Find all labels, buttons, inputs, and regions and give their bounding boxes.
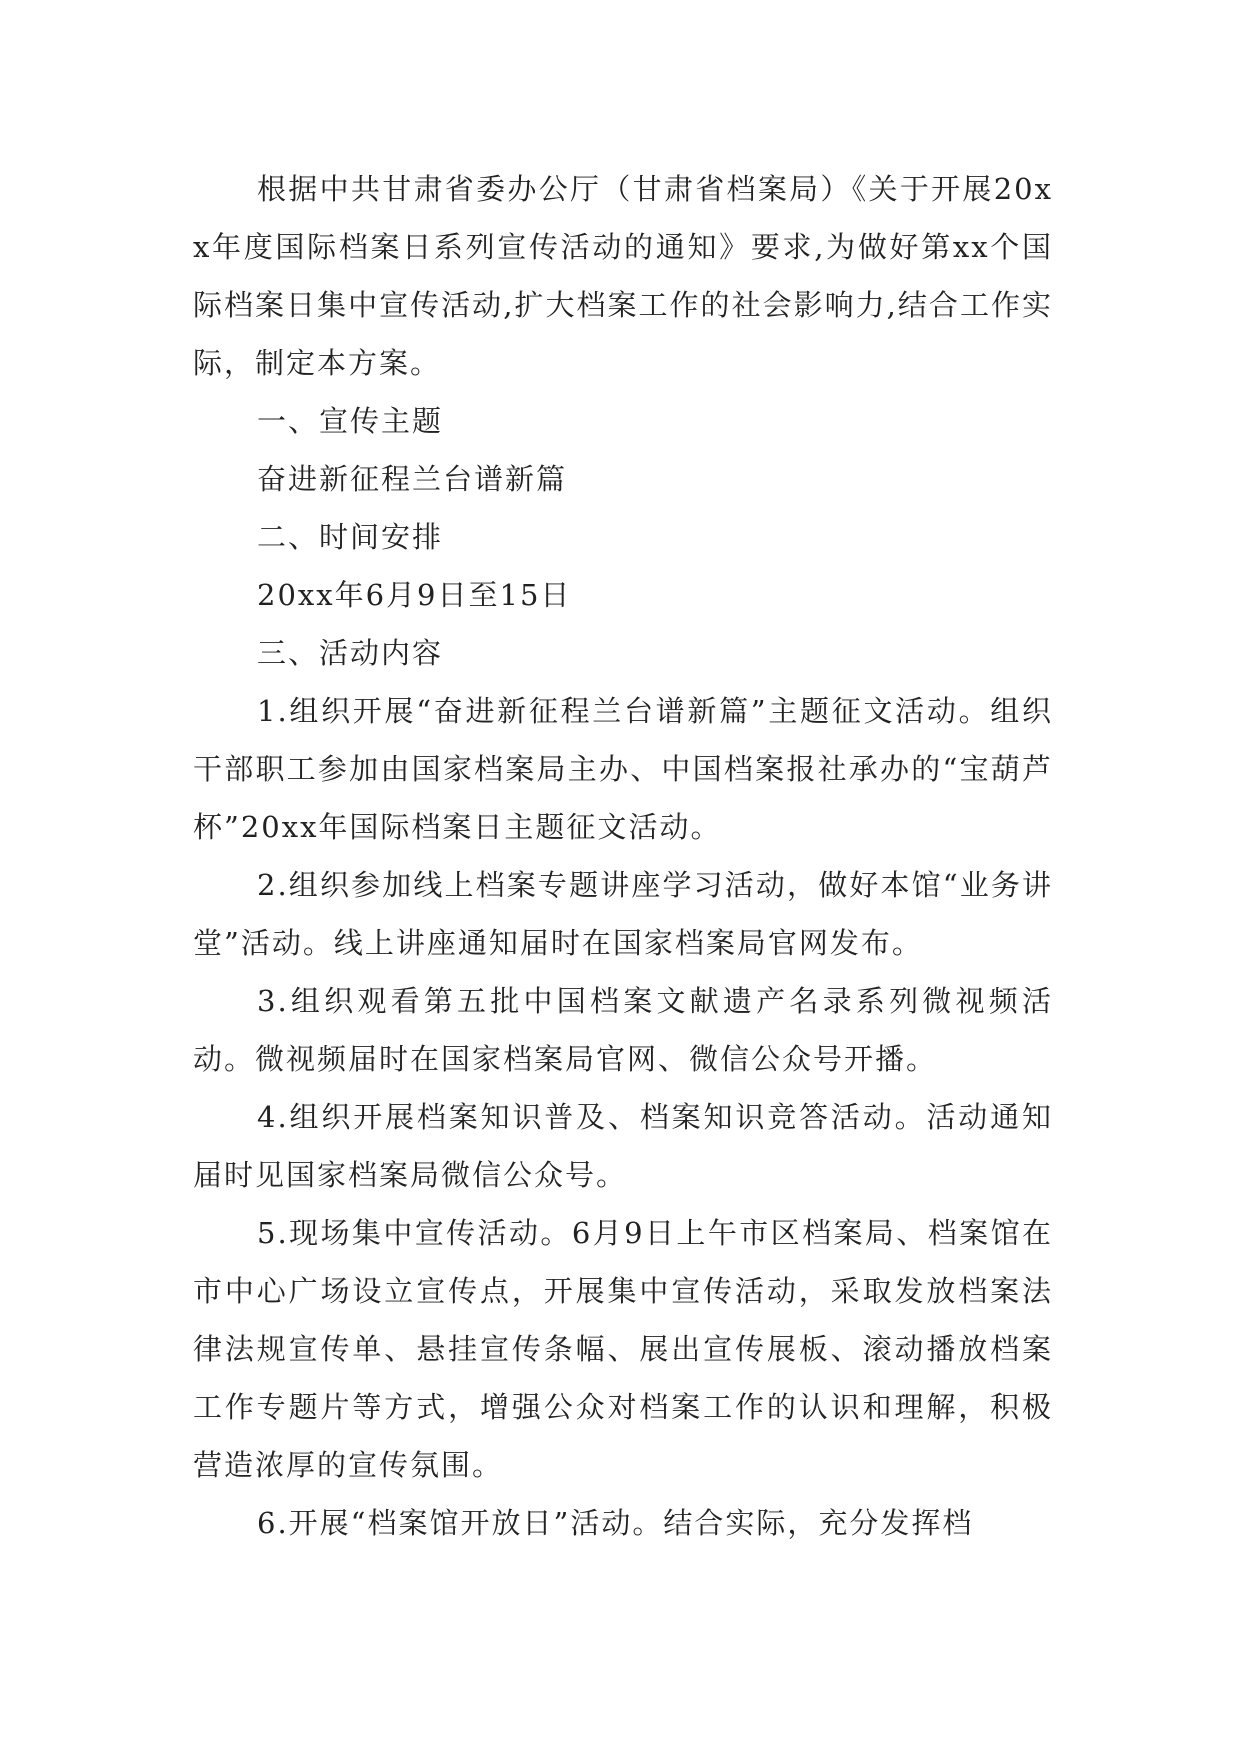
section-heading-activities: 三、活动内容 [257,636,444,670]
section-heading-theme: 一、宣传主题 [257,404,444,438]
document-body [193,160,1053,1552]
activity-item-6: 6.开展“档案馆开放日”活动。结合实际，充分发挥档 [257,1506,974,1540]
intro-paragraph: 根据中共甘肃省委办公厅（甘肃省档案局）《关于开展20xx年度国际档案日系列宣传活动的通知》要求,为做好第xx个国际档案日集中宣传活动,扩大档案工作的社会影响力,结合工作实际，制定本方案。 [193,172,1053,380]
theme-text: 奋进新征程兰台谱新篇 [257,462,568,496]
schedule-text: 20xx年6月9日至15日 [257,578,572,612]
activity-item-4: 4.组织开展档案知识普及、档案知识竞答活动。活动通知届时见国家档案局微信公众号。 [193,1100,1053,1192]
section-heading-schedule: 二、时间安排 [257,520,444,554]
activity-item-2: 2.组织参加线上档案专题讲座学习活动，做好本馆“业务讲堂”活动。线上讲座通知届时在国家档案局官网发布。 [193,868,1053,960]
activity-item-1: 1.组织开展“奋进新征程兰台谱新篇”主题征文活动。组织干部职工参加由国家档案局主办、中国档案报社承办的“宝葫芦杯”20xx年国际档案日主题征文活动。 [193,694,1053,844]
activity-item-5: 5.现场集中宣传活动。6月9日上午市区档案局、档案馆在市中心广场设立宣传点，开展集中宣传活动，采取发放档案法律法规宣传单、悬挂宣传条幅、展出宣传展板、滚动播放档案工作专题片等方式，增强公众对档案工作的认识和理解，积极营造浓厚的宣传氛围。 [193,1216,1053,1482]
activity-item-3: 3.组织观看第五批中国档案文献遗产名录系列微视频活动。微视频届时在国家档案局官网、微信公众号开播。 [193,984,1053,1076]
